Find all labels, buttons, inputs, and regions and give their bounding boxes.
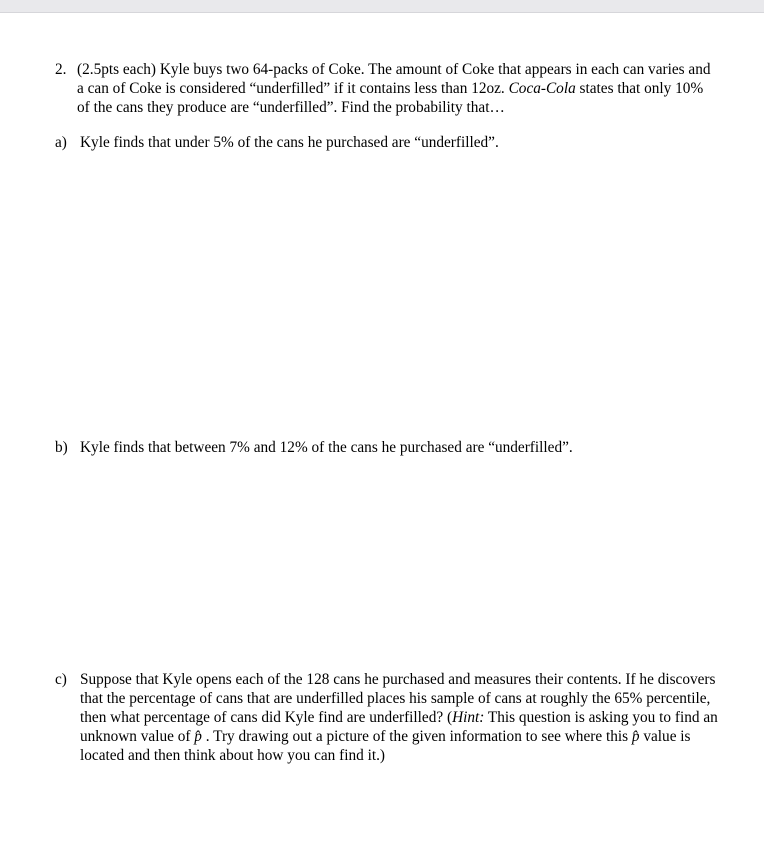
- part-c-line-4-end: value is: [639, 728, 691, 745]
- part-a-text: Kyle finds that under 5% of the cans he purchased are “underfilled”.: [80, 134, 499, 151]
- part-c-label: c): [55, 671, 67, 688]
- brand-name: Coca-Cola: [508, 80, 576, 97]
- part-b: [55, 438, 745, 460]
- p-hat-symbol-2: p̂: [631, 728, 640, 745]
- hint-label: Hint:: [452, 709, 485, 726]
- part-c-line-2: that the percentage of cans that are underfilled places his sample of cans at roughly the 65% percentile,: [80, 690, 711, 707]
- window-top-border: [0, 0, 764, 13]
- part-c-line-3: [80, 708, 718, 727]
- question-2: [55, 60, 745, 124]
- part-c-line-1: Suppose that Kyle opens each of the 128 cans he purchased and measures their contents. If he discovers: [80, 671, 716, 688]
- question-line-2-end: states that only 10%: [575, 80, 704, 97]
- question-line-1: (2.5pts each) Kyle buys two 64-packs of Coke. The amount of Coke that appears in each can varies and: [77, 61, 711, 78]
- question-line-2: [77, 79, 711, 98]
- part-c-line-3-start: then what percentage of cans did Kyle find are underfilled? (: [80, 709, 453, 726]
- part-a-label: a): [55, 134, 67, 151]
- part-a: [55, 133, 745, 155]
- question-line-2-start: a can of Coke is considered “underfilled” if it contains less than 12oz.: [77, 80, 505, 97]
- part-c-text: [80, 670, 718, 765]
- part-b-label: b): [55, 439, 68, 456]
- part-c-line-3-end: This question is asking you to find an: [484, 709, 718, 726]
- question-number: 2.: [55, 61, 67, 78]
- part-c: [55, 670, 755, 770]
- p-hat-symbol: p̂: [194, 728, 202, 745]
- question-line-3: of the cans they produce are “underfilled”. Find the probability that…: [77, 99, 505, 116]
- part-b-text: Kyle finds that between 7% and 12% of the cans he purchased are “underfilled”.: [80, 439, 573, 456]
- question-text: [77, 60, 711, 117]
- part-c-line-5: located and then think about how you can find it.): [80, 747, 386, 764]
- part-c-line-4-start: unknown value of: [80, 728, 195, 745]
- part-c-line-4: [80, 727, 718, 746]
- part-c-line-4-middle: . Try drawing out a picture of the given information to see where this: [201, 728, 632, 745]
